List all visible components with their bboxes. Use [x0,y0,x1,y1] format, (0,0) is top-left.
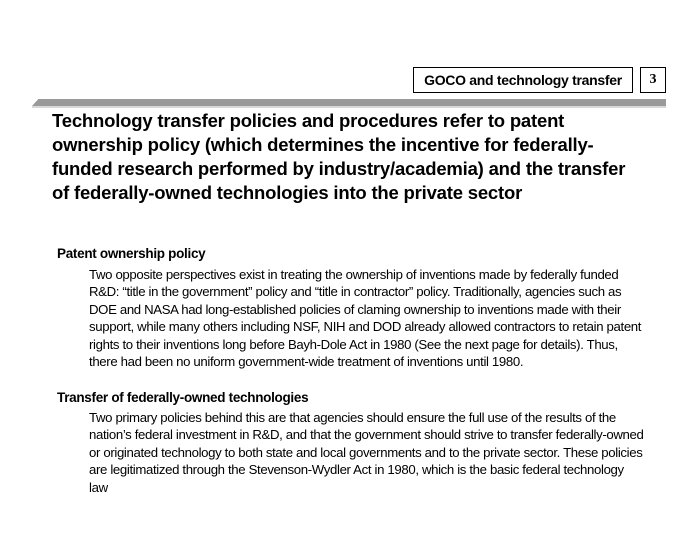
header-divider [32,99,666,106]
section-heading-patent-ownership: Patent ownership policy [57,246,206,261]
page-number-box [640,67,666,93]
section-body-technology-transfer: Two primary policies behind this are that agencies should ensure the full use of the results of the nation’s federal investment in R&D, and that the government should strive to transfer federally-owned or originated technology to both state and local governments and to the private sector. These policies are legitimatized through the Stevenson-Wydler Act in 1980, which is the basic federal technology law [89,410,644,495]
page-number: 3 [649,72,657,87]
section-heading-technology-transfer: Transfer of federally-owned technologies [57,390,309,405]
section-body-patent-ownership: Two opposite perspectives exist in treating the ownership of inventions made by federally funded R&D: “title in the government” policy and “title in contractor” policy. Traditionally, agencies such as DOE and NASA had long-established policies of claming ownership to inventions made with their support, while many others including NSF, NIH and DOD already allowed contractors to retain patent rights to their inventions long before Bayh-Dole Act in 1980 (See the next page for details). Thus, there had been no uniform government-wide treatment of inventions until 1980. [89,267,642,370]
section-label-box [413,67,633,93]
section-label: GOCO and technology transfer [424,72,622,88]
header-divider-shadow [32,106,666,108]
page-title: Technology transfer policies and procedures refer to patent ownership policy (which determines the incentive for federally-funded research performed by industry/academia) and the transfer of federally-owned technologies into the private sector [52,110,626,203]
